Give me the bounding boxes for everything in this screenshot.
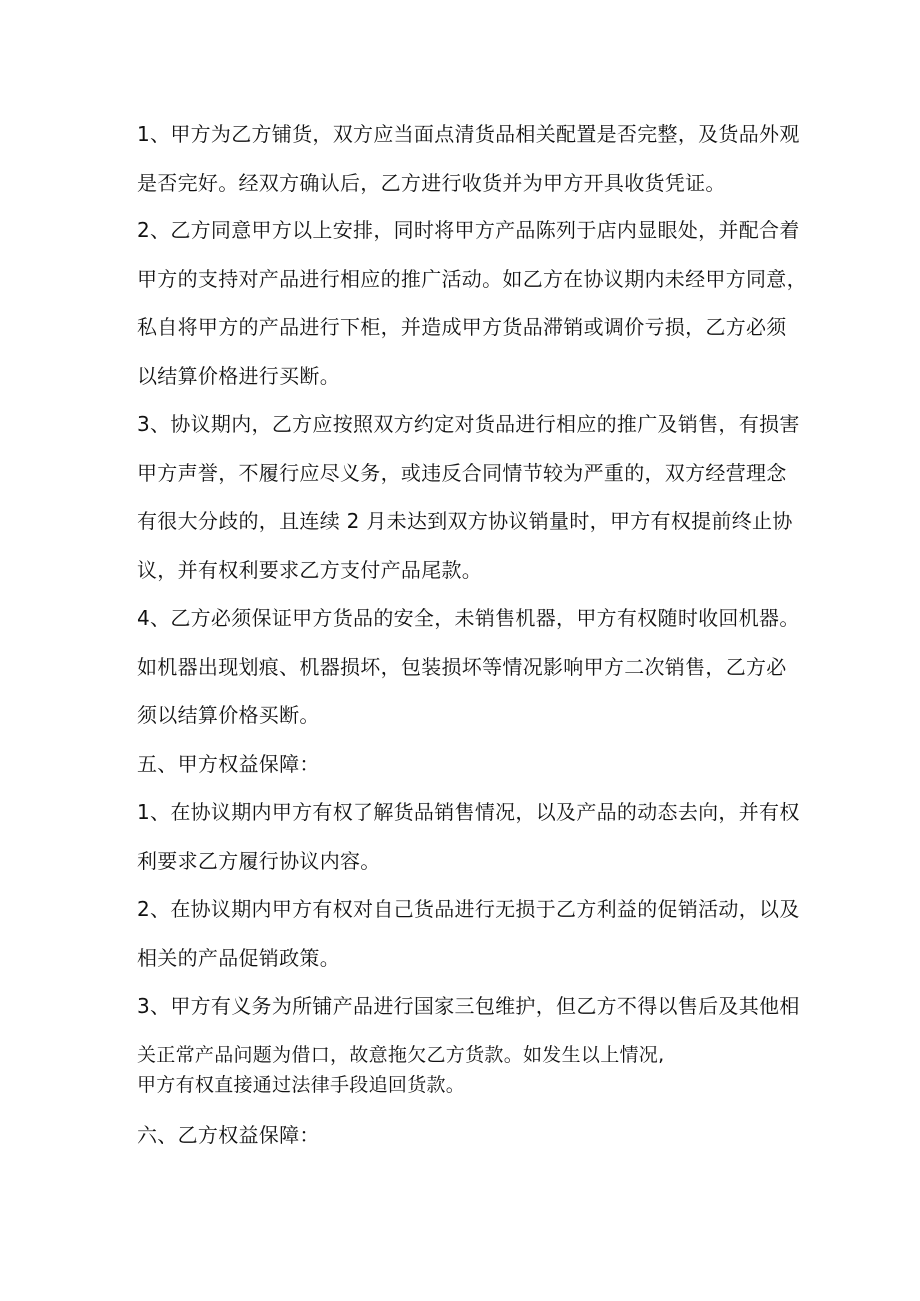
- text-line: 以结算价格进行买断。: [137, 364, 340, 388]
- text-line: 1、甲方为乙方铺货，双方应当面点清货品相关配置是否完整，及货品外观: [137, 122, 800, 146]
- text-line: 3、协议期内，乙方应按照双方约定对货品进行相应的推广及销售，有损害: [137, 412, 800, 436]
- text-line: 4、乙方必须保证甲方货品的安全，未销售机器，甲方有权随时收回机器。: [137, 606, 800, 630]
- text-line: 私自将甲方的产品进行下柜，并造成甲方货品滞销或调价亏损，乙方必须: [137, 315, 787, 339]
- section-heading: 五、甲方权益保障：: [137, 752, 320, 776]
- text-line: 须以结算价格买断。: [137, 703, 320, 727]
- text-line: 是否完好。经双方确认后，乙方进行收货并为甲方开具收货凭证。: [137, 171, 726, 195]
- text-line: 甲方的支持对产品进行相应的推广活动。如乙方在协议期内未经甲方同意，: [137, 267, 807, 291]
- section-heading: 六、乙方权益保障：: [137, 1123, 320, 1147]
- text-line: 1、在协议期内甲方有权了解货品销售情况，以及产品的动态去向，并有权: [137, 800, 800, 824]
- text-line: 3、甲方有义务为所铺产品进行国家三包维护，但乙方不得以售后及其他相: [137, 994, 800, 1018]
- text-line: 相关的产品促销政策。: [137, 946, 340, 970]
- text-line: 2、在协议期内甲方有权对自己货品进行无损于乙方利益的促销活动，以及: [137, 897, 800, 921]
- text-line: 如机器出现划痕、机器损坏，包装损坏等情况影响甲方二次销售，乙方必: [137, 655, 787, 679]
- text-line: 有很大分歧的，且连续 2 月未达到双方协议销量时，甲方有权提前终止协: [137, 509, 793, 533]
- text-line: 甲方有权直接通过法律手段追回货款。: [137, 1074, 466, 1096]
- text-line: 甲方声誉，不履行应尽义务，或违反合同情节较为严重的，双方经营理念: [137, 461, 787, 485]
- text-line: 关正常产品问题为借口，故意拖欠乙方货款。如发生以上情况,: [137, 1044, 665, 1066]
- text-line: 议，并有权利要求乙方支付产品尾款。: [137, 558, 483, 582]
- text-line: 利要求乙方履行协议内容。: [137, 849, 381, 873]
- text-line: 2、乙方同意甲方以上安排，同时将甲方产品陈列于店内显眼处，并配合着: [137, 218, 800, 242]
